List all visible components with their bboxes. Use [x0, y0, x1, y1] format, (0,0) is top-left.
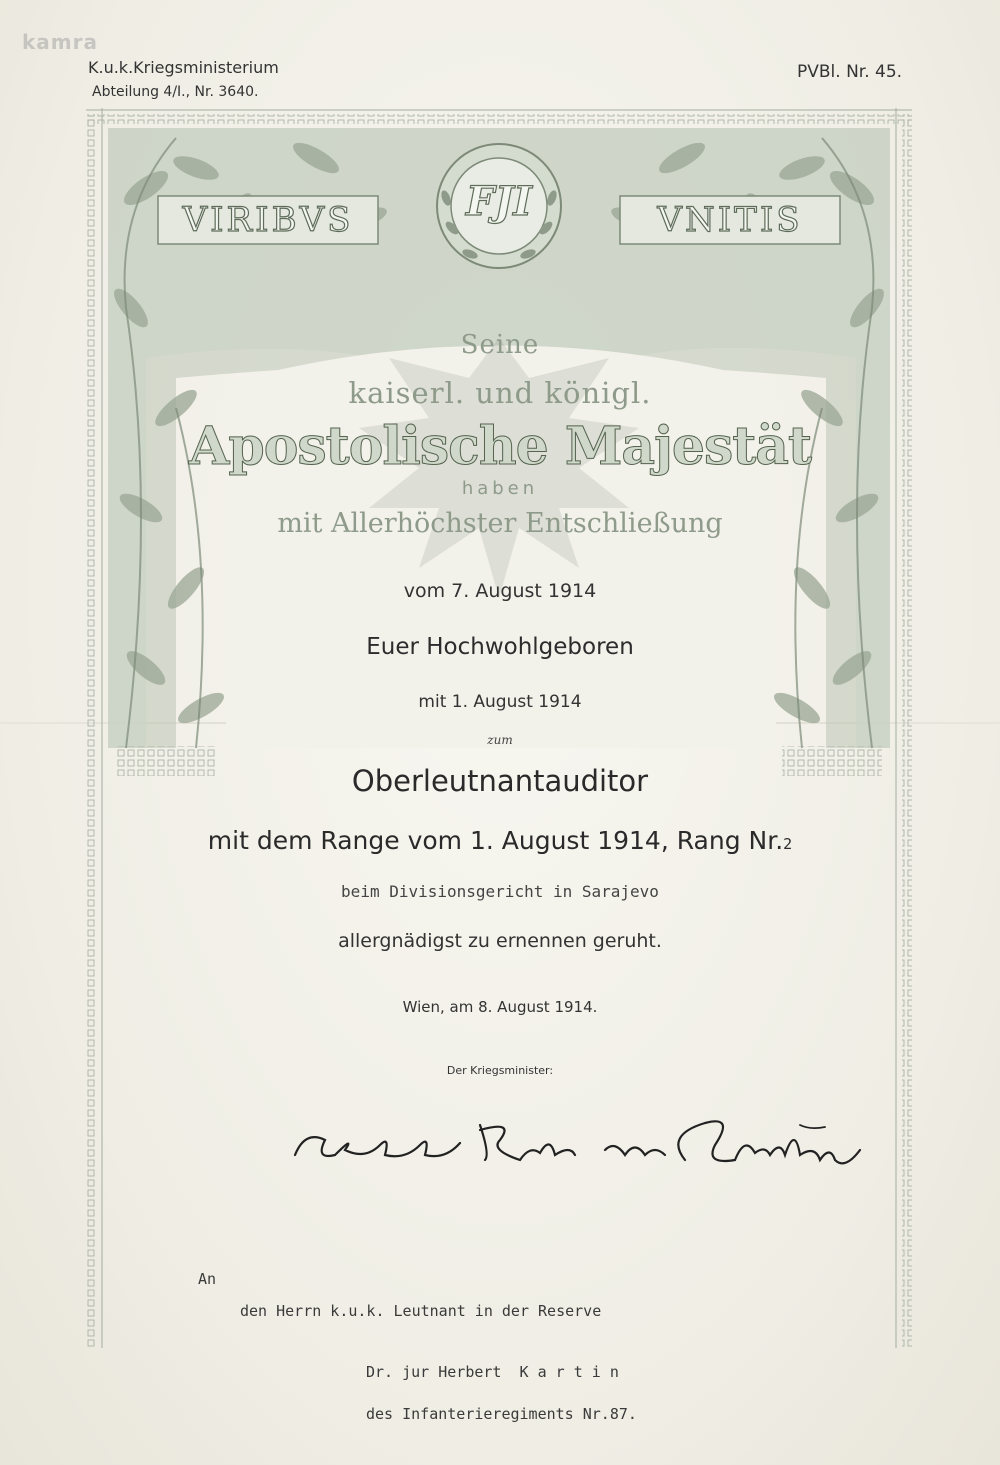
- addressee-rank: den Herrn k.u.k. Leutnant in der Reserve: [240, 1302, 602, 1320]
- signatory-title: Der Kriegsminister:: [446, 1064, 554, 1077]
- title-kaiserl: kaiserl. und königl.: [348, 376, 652, 410]
- appointment-title: Oberleutnantauditor: [351, 764, 649, 798]
- addressee-an: An: [198, 1270, 217, 1288]
- title-entschliessung: mit Allerhöchster Entschließung: [277, 508, 723, 539]
- department-number: Abteilung 4/I., Nr. 3640.: [92, 84, 259, 100]
- closing-line: allergnädigst zu ernennen geruht.: [338, 930, 662, 952]
- rank-number: 2: [783, 835, 793, 853]
- handwritten-signature: [285, 1105, 875, 1195]
- effective-date: mit 1. August 1914: [418, 692, 582, 712]
- rank-line: [0, 826, 1000, 855]
- watermark-logo: [22, 30, 98, 54]
- title-haben: haben: [461, 478, 539, 499]
- zum-word: zum: [487, 733, 513, 747]
- addressee-name: Dr. jur Herbert K a r t i n: [366, 1363, 619, 1381]
- reference-number: PVBl. Nr. 45.: [797, 62, 903, 82]
- addressee-regiment: des Infanterieregiments Nr.87.: [366, 1405, 637, 1423]
- motto-left: VIRIBVS: [182, 200, 354, 240]
- place-date: Wien, am 8. August 1914.: [402, 998, 598, 1016]
- motto-right: VNITIS: [657, 200, 803, 240]
- imperial-monogram: FJI: [465, 178, 533, 225]
- ministry-header: K.u.k.Kriegsministerium: [88, 58, 279, 77]
- rank-text: mit dem Range vom 1. August 1914, Rang Nr.: [207, 826, 784, 855]
- assignment-line: beim Divisionsgericht in Sarajevo: [341, 882, 659, 901]
- salutation: Euer Hochwohlgeboren: [366, 634, 634, 660]
- title-majestaet: Apostolische Majestät: [189, 416, 811, 477]
- resolution-date: vom 7. August 1914: [403, 580, 597, 602]
- watermark-text: kamra: [22, 30, 98, 54]
- title-seine: Seine: [460, 330, 540, 360]
